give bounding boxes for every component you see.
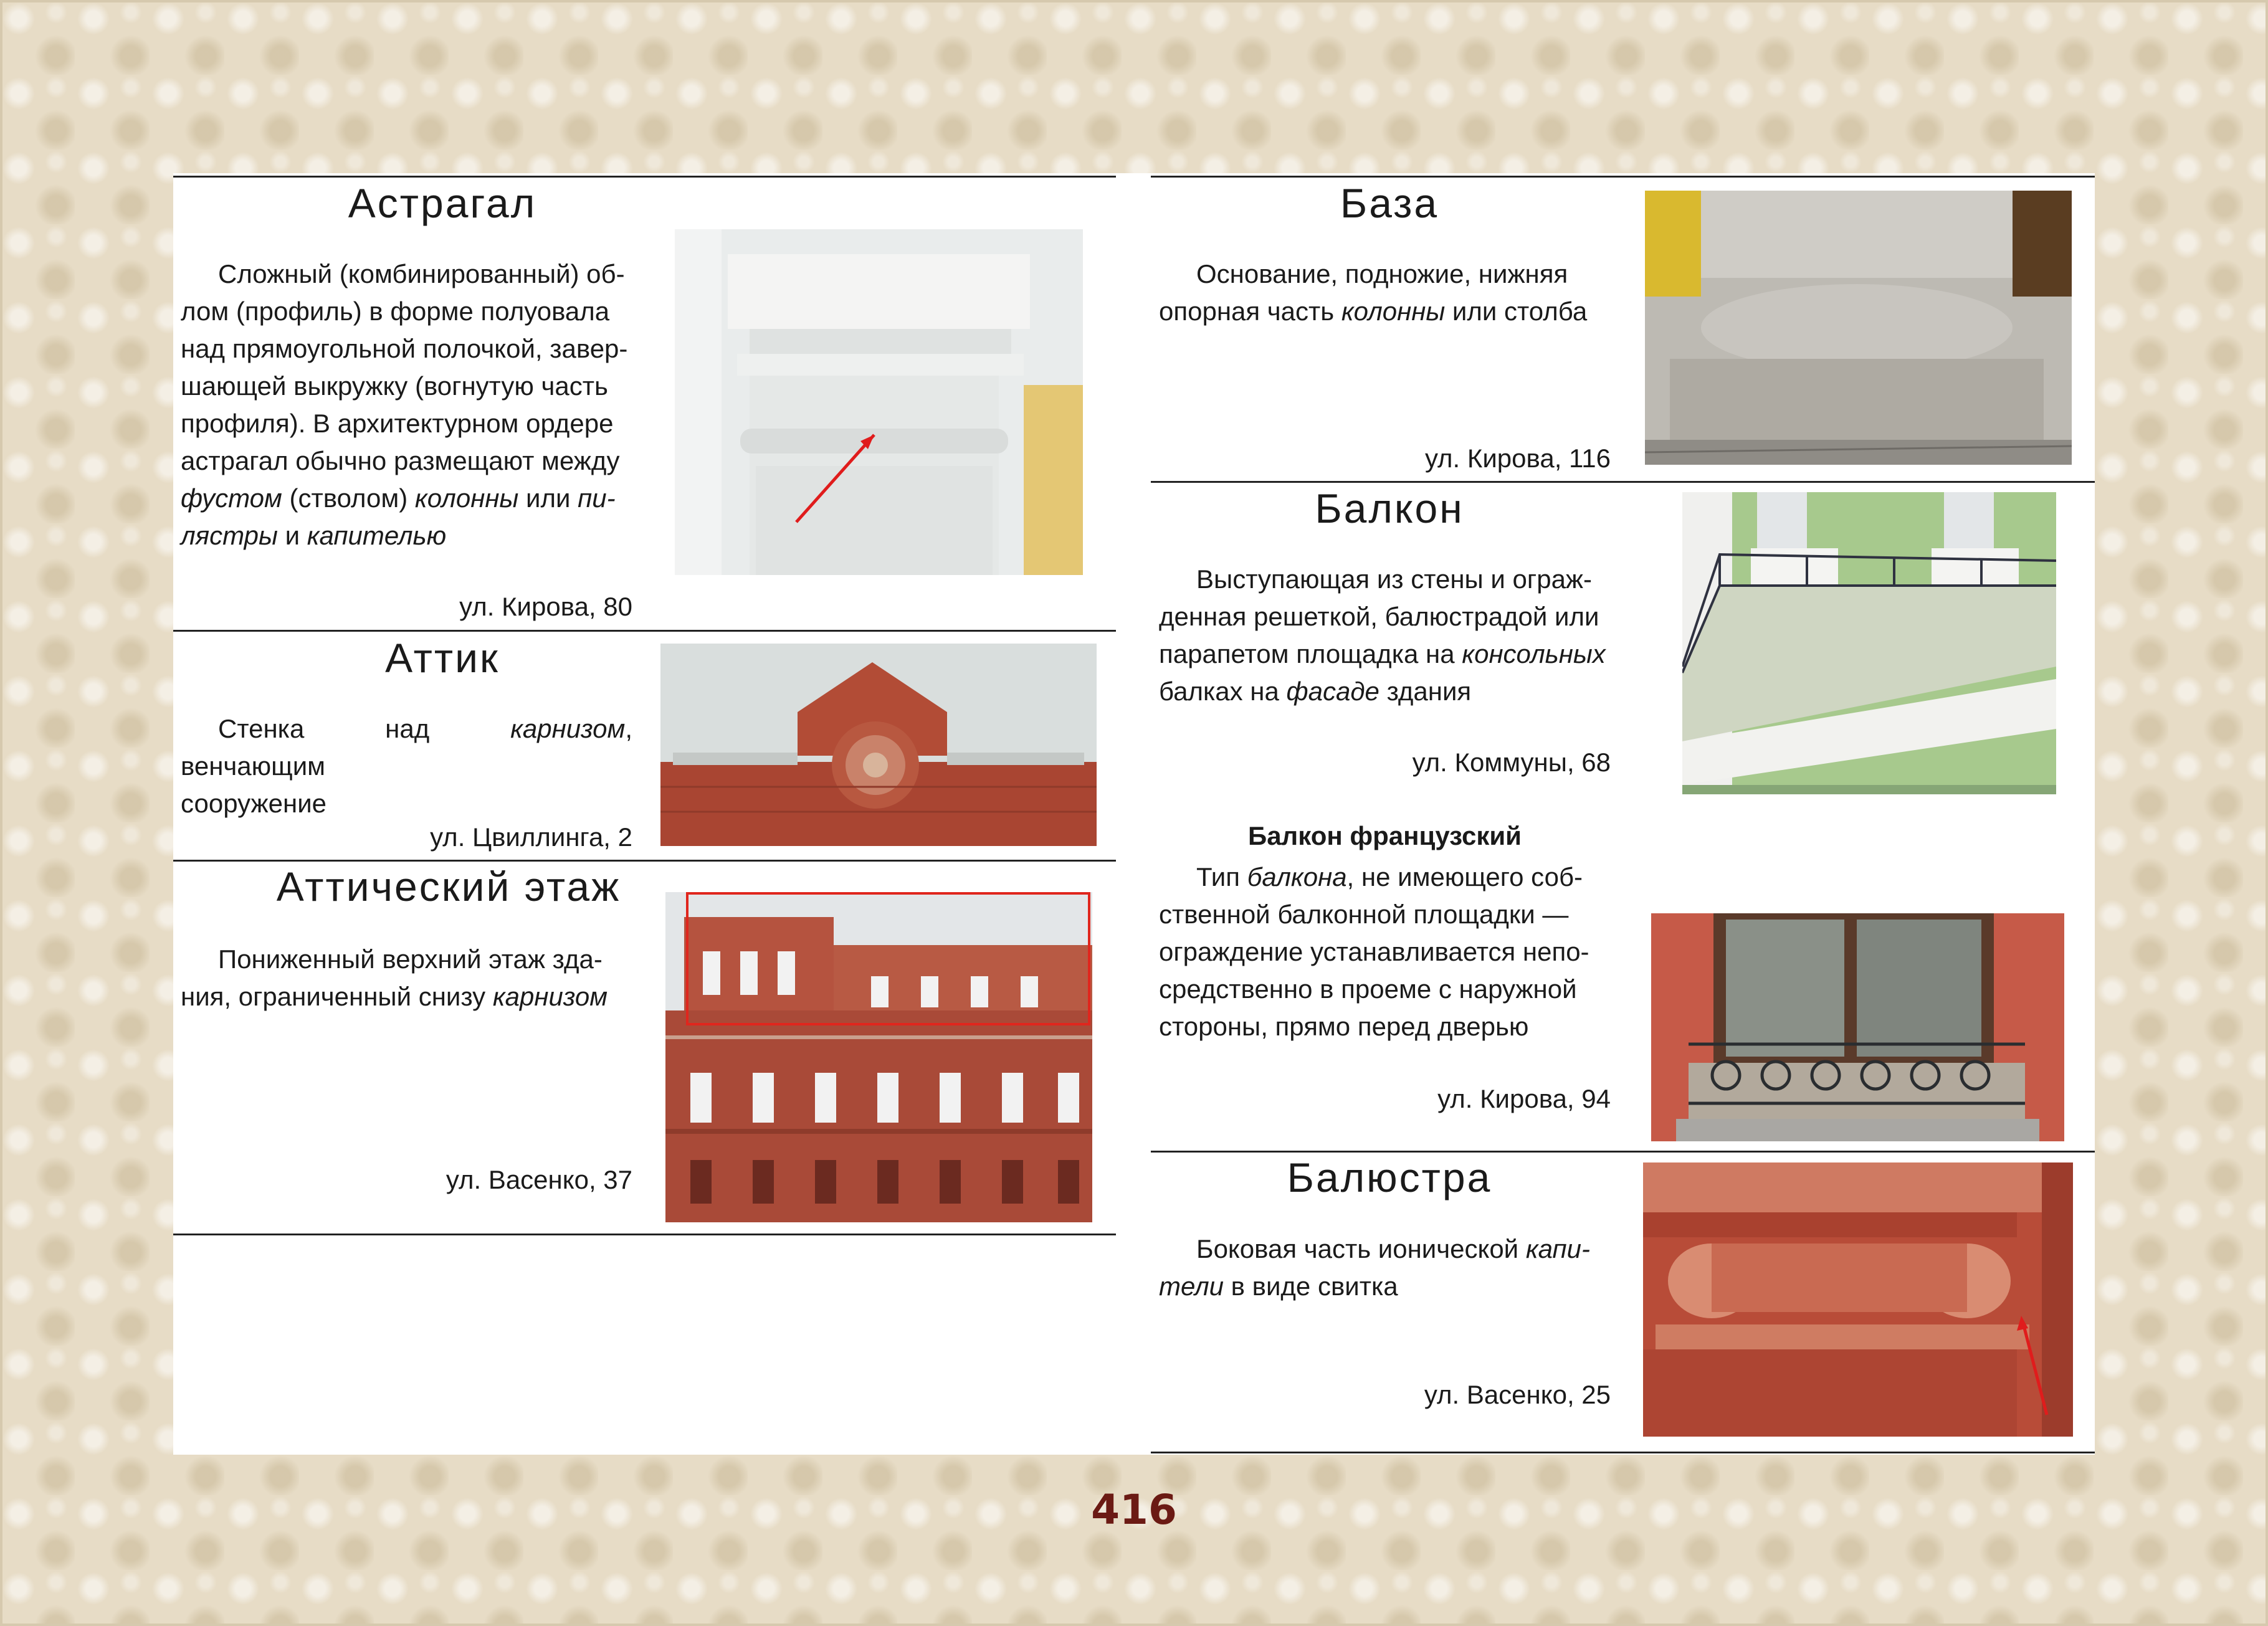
term-fasade: фасаде xyxy=(1286,677,1379,706)
balyustra-line2-b: в виде свитка xyxy=(1224,1272,1398,1301)
balyustra-text xyxy=(1159,1230,1611,1305)
balkon-fr-text xyxy=(1159,858,1611,1045)
balkon-fr-line1-c: , не имеющего соб- xyxy=(1346,862,1583,891)
term-pilyastry-1: пи- xyxy=(578,483,616,513)
term-kapiteli-2: тели xyxy=(1159,1272,1224,1301)
balkon-text xyxy=(1159,561,1611,710)
term-pilyastry-2: лястры xyxy=(181,521,278,550)
attik-line-1 xyxy=(181,710,632,785)
term-kapitel: капителью xyxy=(307,521,447,550)
attic-floor-title: Аттический этаж xyxy=(276,863,621,910)
term-kolonny-2: колонны xyxy=(1341,297,1446,326)
balyustra-photo xyxy=(1643,1162,2073,1437)
rule-right-1 xyxy=(1151,481,2095,483)
astragal-line-5: профиля). В архитектурном ордере xyxy=(181,409,614,438)
baza-line-1: Основание, подножие, нижняя xyxy=(1196,259,1568,288)
attik-line-2: сооружение xyxy=(181,789,327,818)
balkon-fr-line-4: средственно в проеме с наружной xyxy=(1159,974,1577,1004)
baza-line2-c: или столба xyxy=(1445,297,1588,326)
astragal-line-4: шающей выкружку (вогнутую часть xyxy=(181,371,608,401)
attik-photo xyxy=(660,644,1097,846)
attik-line1-a: Стенка над xyxy=(218,714,511,743)
astragal-address: ул. Кирова, 80 xyxy=(459,592,632,621)
baza-text xyxy=(1159,255,1611,330)
balkon-address: ул. Коммуны, 68 xyxy=(1412,748,1611,777)
astragal-line-7 xyxy=(181,480,632,517)
attic-floor-line2-a: ния, ограниченный снизу xyxy=(181,982,493,1011)
astragal-line-2: лом (профиль) в форме полуовала xyxy=(181,297,610,326)
rule-right-3 xyxy=(1151,1452,2095,1453)
balkon-line-4 xyxy=(1159,673,1611,710)
balkon-line4-c: здания xyxy=(1379,677,1472,706)
balkon-fr-line1-a: Тип xyxy=(1196,862,1247,891)
baza-title: База xyxy=(1340,180,1439,226)
term-konsolnyh: консольных xyxy=(1462,639,1606,668)
attik-address: ул. Цвиллинга, 2 xyxy=(430,822,632,852)
astragal-photo xyxy=(675,229,1083,575)
rule-right-2 xyxy=(1151,1151,2095,1153)
balkon-fr-address: ул. Кирова, 94 xyxy=(1437,1084,1611,1113)
balyustra-line-1 xyxy=(1159,1230,1611,1268)
attik-title: Аттик xyxy=(385,635,500,681)
balkon-line-2: денная решеткой, балюстрадой или xyxy=(1159,602,1599,631)
balkon-fr-line-3: ограждение устанавливается непо- xyxy=(1159,937,1589,966)
balyustra-address: ул. Васенко, 25 xyxy=(1424,1380,1611,1409)
term-balkona: балкона xyxy=(1247,862,1347,891)
balyustra-line-2 xyxy=(1159,1268,1611,1305)
balkon-fr-line-5: стороны, прямо перед дверью xyxy=(1159,1012,1529,1041)
balkon-line3-a: парапетом площадка на xyxy=(1159,639,1462,668)
astragal-line-8 xyxy=(181,517,632,554)
balkon-fr-line-2: ственной балконной площадки — xyxy=(1159,900,1569,929)
attik-line1-c: , венчающим xyxy=(181,714,632,781)
attic-floor-photo xyxy=(665,892,1092,1222)
balkon-line-1: Выступающая из стены и ограж- xyxy=(1196,564,1593,594)
astragal-line-3: над прямоугольной полочкой, завер- xyxy=(181,334,628,363)
attic-floor-line-2 xyxy=(181,978,632,1015)
attik-text xyxy=(181,710,632,822)
balkon-fr-line-1 xyxy=(1159,858,1611,896)
astragal-line7-b: (стволом) xyxy=(282,483,415,513)
balyustra-title: Балюстра xyxy=(1287,1154,1492,1200)
baza-address: ул. Кирова, 116 xyxy=(1424,444,1611,473)
rule-left-3 xyxy=(173,1234,1116,1235)
astragal-line-1: Сложный (комбинированный) об- xyxy=(218,259,625,288)
balkon-line4-a: балках на xyxy=(1159,677,1287,706)
balkon-title: Балкон xyxy=(1315,485,1464,531)
rule-right-top xyxy=(1151,176,2095,178)
balkon-fr-photo xyxy=(1651,913,2064,1141)
balkon-photo xyxy=(1682,492,2056,794)
astragal-line7-d: или xyxy=(518,483,578,513)
attic-floor-text xyxy=(181,941,632,1015)
balkon-fr-subtitle: Балкон французский xyxy=(1248,821,1522,850)
baza-line2-a: опорная часть xyxy=(1159,297,1341,326)
astragal-title: Астрагал xyxy=(348,180,537,226)
term-fust: фустом xyxy=(181,483,282,513)
astragal-line-6: астрагал обычно размещают между xyxy=(181,446,620,475)
balkon-line-3 xyxy=(1159,635,1611,673)
baza-photo xyxy=(1645,191,2072,465)
term-kolonny: колонны xyxy=(414,483,519,513)
baza-line-2 xyxy=(1159,293,1611,330)
term-karniz: карнизом xyxy=(510,714,626,743)
rule-left-1 xyxy=(173,630,1116,632)
attic-floor-address: ул. Васенко, 37 xyxy=(446,1165,632,1194)
rule-left-2 xyxy=(173,860,1116,862)
astragal-line8-b: и xyxy=(277,521,307,550)
rule-left-top xyxy=(173,176,1116,178)
page-number: 416 xyxy=(1091,1486,1177,1534)
term-karnizom: карнизом xyxy=(492,982,608,1011)
balyustra-line1-a: Боковая часть ионической xyxy=(1196,1234,1526,1263)
term-kapiteli-1: капи- xyxy=(1525,1234,1591,1263)
astragal-text xyxy=(181,255,632,554)
attic-floor-line-1: Пониженный верхний этаж зда- xyxy=(218,944,603,974)
